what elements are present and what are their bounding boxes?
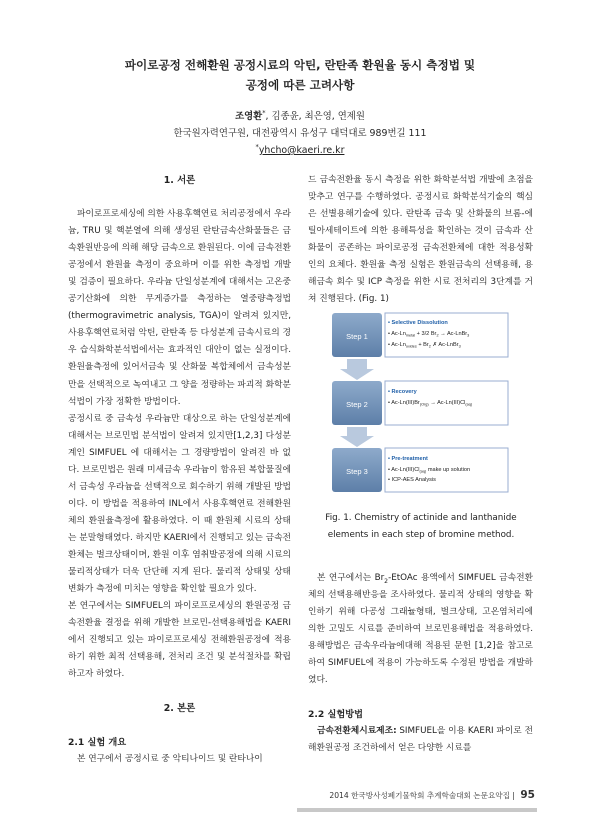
footer-text: 2014 한국방사성폐기물학회 추계학술대회 논문요약집 — [329, 791, 510, 800]
method-paragraph: 본 연구에서는 $Br_2$-EtOAc 용액에서 SIMFUEL 금속전환체의 선택용해반응을 조사하였다. 물리적 상태의 영향을 확인하기 위해 다공성 그래뉼형태, 벌크상태, 고온염처리에 의한 고밀도 시료를 준비하여 브로민용해법을 적용하였다. 용해방법은 금속우라늄에대해 적용된 문헌 [1,2]을 참고로 하여 SIMFUEL에 적용이 가능하도록 수정된 방법을 개발하였다. — [308, 573, 533, 686]
overview-paragraph-cont: 드 금속전환율 동시 측정을 위한 화학분석법 개발에 초점을 맞추고 연구를 수행하였다. 공정시료 화학분석기술의 핵심은 선별용해기술에 있다. 란탄족 금속 및 산화물의 브롬-에틸아세테이트에 의한 용해특성을 확인하는 것이 금속과 산화물이 공존하는 파이로공정 금속전환체에 대한 적용성확인의 요체다. 환원율 측정 실험은 환원금속의 선택용해, 용해금속 회수 및 ICP 측정을 위한 시료 전처리의 3단계를 거쳐 진행된다. (Fig. 1) — [308, 175, 533, 305]
sample-prep-paragraph: 금속전환체시료제조: SIMFUEL을 이용 KAERI 파이로 전해환원공정 조건하에서 얻은 다양한 시료를 — [308, 726, 533, 754]
email-mark: * — [255, 142, 259, 151]
step-2-title: • Recovery — [388, 389, 417, 395]
step-1-title: • Selective Dissolution — [388, 320, 448, 326]
left-column — [68, 172, 291, 769]
main-author: 조영환 — [235, 111, 263, 122]
page-footer: 2014 한국방사성폐기물학회 추계학술대회 논문요약집 | 95 — [329, 789, 535, 801]
intro-paragraph-1: 파이로프로세싱에 의한 사용후핵연료 처리공정에서 우라늄, TRU 및 핵분열에 의해 생성된 란탄금속산화물들은 금속환원반응에 의해 해당 금속으로 환원된다. 이에 금속전환공정에서 환원율 측정이 중요하며 이를 위한 측정법 개발 및 검증이 필요하다. 우라늄 단일성분계에 대해서는 고온중 공기산화에 의한 무게증가를 측정하는 열중량측정법(thermogravimetric analysis, TGA)이 알려져 있지만, 사용후핵연료처럼 악틴, 란탄족 등 다성분계 금속시료의 경우 습식화학분석법에서는 효과적인 대안이 없는 실정이다. 환원율측정에 있어서금속 및 산화물 복합체에서 금속성분만을 선택적으로 녹여내고 그 양을 정량하는 파괴적 화학분석법이 가장 정확한 방법이다. — [68, 209, 291, 407]
figure-caption: Fig. 1. Chemistry of actinide and lanthanide elements in each step of bromine method. — [325, 513, 517, 540]
step-3-line-1: • $Ac-Ln(III)Cl_{(aq)}$ make up solution — [388, 467, 471, 474]
step-3-line-2: • ICP-AES Analysis — [388, 477, 436, 483]
corresponding-mark: * — [262, 108, 266, 117]
intro-paragraph-2: 공정시료 중 금속성 우라늄만 대상으로 하는 단일성분계에 대해서는 브로민법 분석법이 알려져 있지만[1,2,3] 다성분계인 SIMFUEL 에 대해서는 그 경량방법이 알려진 바 없다. 브로민법은 원래 미세금속 우라늄이 함유된 복합물질에서 금속성 우라늄을 선택적으로 회수하기 위해 개발된 방법이다. 이 방법을 적용하여 INL에서 사용후핵연료 전해환원체의 환원율측정에 활용하였다. 이 때 환원체 시료의 상태는 분말형태였다. 하지만 KAERI에서 진행되고 있는 금속전환체는 벌크상태이며, 환원 이후 염취발공정에 의해 시료의 물리적상태가 더욱 단단해 지게 된다. 물리적 상태및 상태변화가 측정에 미치는 영향을 확인할 필요가 있다. — [68, 413, 291, 595]
step-3-title: • Pre-treatment — [388, 456, 428, 462]
right-column-lower — [308, 570, 533, 757]
arrow-down-icon — [340, 427, 374, 447]
affiliation: 한국원자력연구원, 대전광역시 유성구 대덕대로 989번길 111 — [173, 128, 427, 139]
step-2-reaction: • $Ac-Ln(III)Br_{(Org)} \to Ac-Ln(III)Cl_{(aq)}$ — [388, 400, 473, 407]
step-1-reaction-1: • $Ac-Ln_{metal} + 3/2$ $Br_2$ → Ac-LnBr$_3$ — [388, 331, 470, 338]
step-1-reaction-2: • $Ac-Ln_{oxides} + Br_2$ ✗ Ac-LnBr$_3$ — [388, 342, 461, 349]
section-heading-intro: 1. 서론 — [163, 175, 196, 186]
right-column — [308, 172, 533, 308]
step-1-label: Step 1 — [346, 332, 368, 341]
page-number: 95 — [520, 789, 535, 801]
bromine-method-figure — [330, 307, 510, 503]
overview-paragraph: 본 연구에서 공정시료 중 악티나이드 및 란타나이 — [77, 754, 263, 765]
author-line — [40, 108, 560, 125]
title-line-1: 파이로공정 전해환원 공정시료의 악틴, 란탄족 환원율 동시 측정법 및 — [124, 58, 476, 72]
subsection-heading-method: 2.2 실험방법 — [308, 709, 363, 721]
section-heading-body: 2. 본론 — [163, 703, 196, 715]
subsection-heading-overview: 2.1 실험 개요 — [68, 737, 127, 749]
step-2-label: Step 2 — [346, 400, 368, 409]
arrow-down-icon — [340, 359, 374, 380]
intro-paragraph-3: 본 연구에서는 SIMFUEL의 파이로프로세싱의 환원공정 금속전환율 결정을 위해 개발한 브로민-선택용해법을 KAERI에서 진행되고 있는 파이로프로세싱 전해환원공정에 적용하기 위한 최적 선택용해, 전처리 조건 및 분석절차를 확립하고자 하였다. — [68, 601, 291, 680]
email-link[interactable]: yhcho@kaeri.re.kr — [258, 145, 345, 156]
co-authors: , 김종윤, 최은영, 연제원 — [265, 111, 365, 122]
step-3-label: Step 3 — [346, 467, 368, 476]
paper-title — [40, 55, 560, 95]
footer-bar — [297, 808, 537, 812]
email-line — [40, 142, 560, 159]
author-block — [40, 108, 560, 159]
title-line-2: 공정에 따른 고려사항 — [245, 78, 355, 92]
